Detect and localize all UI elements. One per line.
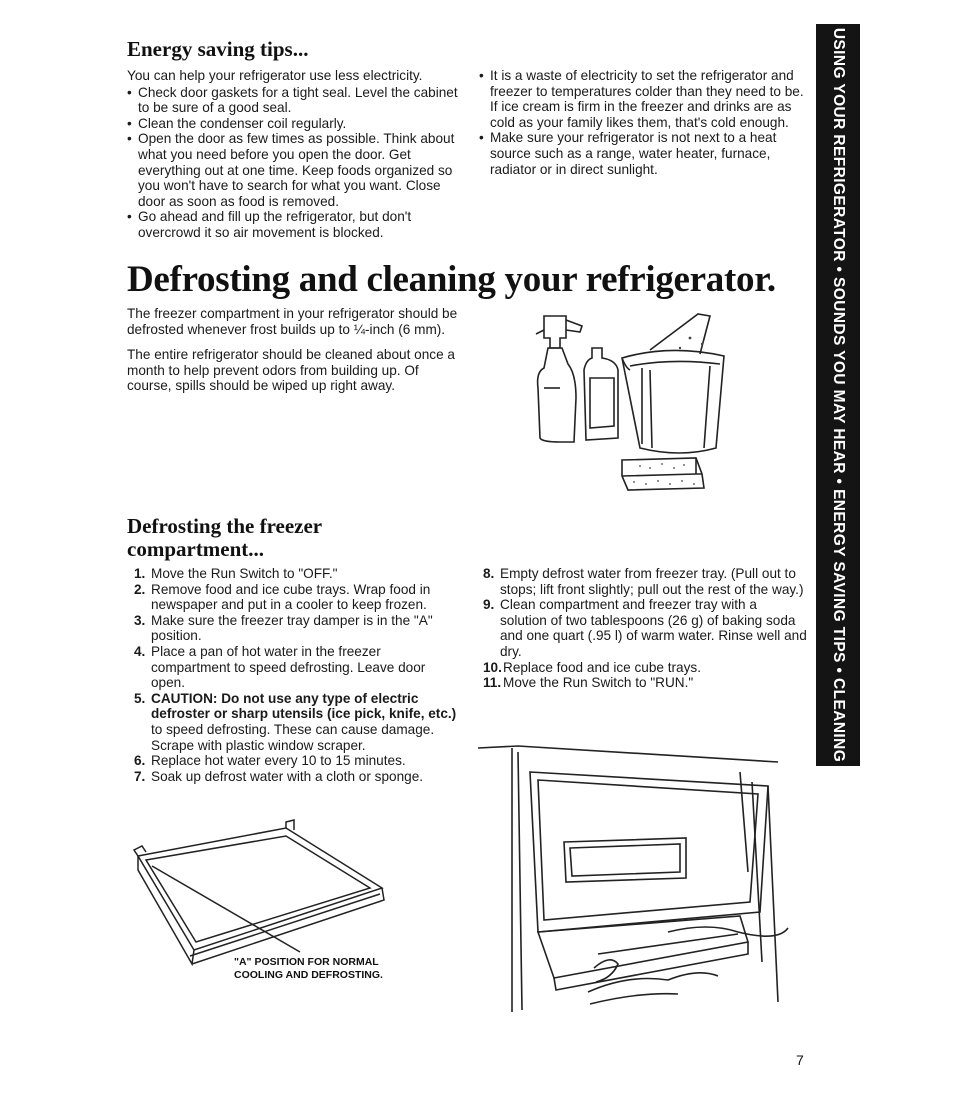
energy-tip-item: • Clean the condenser coil regularly. — [127, 116, 459, 132]
defrost-step — [134, 769, 458, 785]
tray-caption-line-2: COOLING AND DEFROSTING. — [234, 969, 383, 981]
energy-tip-item: • Open the door as few times as possible. Think about what you need before you open the door. Get everything out at one time. Keep foods organized so you won't have to search for what you want. Close door as soon as food is removed. — [127, 131, 459, 209]
defrost-step — [134, 566, 458, 582]
tray-caption — [234, 956, 383, 982]
energy-left-bullets — [127, 85, 459, 241]
energy-tip-item: • Check door gaskets for a tight seal. Level the cabinet to be sure of a good seal. — [127, 85, 459, 116]
step-text: Move the Run Switch to "OFF." — [151, 566, 338, 581]
defrost-step — [134, 753, 458, 769]
freezer-heading — [127, 515, 322, 561]
caution-label: CAUTION: Do not use any type of electric defroster or sharp utensils (ice pick, knife, etc.) — [151, 690, 457, 722]
step-number: 3. — [134, 612, 146, 628]
side-tab-text: USING YOUR REFRIGERATOR • SOUNDS YOU MAY HEAR • ENERGY SAVING TIPS • CLEANING — [830, 27, 847, 763]
energy-saving-heading: Energy saving tips... — [127, 37, 309, 61]
freezer-steps-left — [134, 566, 458, 784]
defrost-step — [483, 566, 807, 597]
freezer-steps-list-right — [483, 566, 807, 691]
step-text: Move the Run Switch to "RUN." — [503, 675, 694, 691]
step-text: Replace hot water every 10 to 15 minutes. — [151, 753, 406, 769]
freezer-compartment-illustration — [478, 742, 788, 1017]
cleaning-supplies-illustration — [530, 308, 730, 498]
energy-tip-item: • Go ahead and fill up the refrigerator, but don't overcrowd it so air movement is blocked. — [127, 209, 459, 240]
defrost-step — [134, 582, 458, 613]
defrost-step — [483, 660, 807, 676]
step-text: to speed defrosting. These can cause damage. Scrape with plastic window scraper. — [151, 721, 435, 753]
energy-tip-item: • Make sure your refrigerator is not next to a heat source such as a range, water heater, furnace, radiator or in direct sunlight. — [479, 130, 812, 177]
freezer-steps-right — [483, 566, 807, 691]
step-number: 9. — [483, 597, 495, 613]
defrost-step — [134, 691, 458, 753]
defrost-step — [483, 597, 807, 659]
step-number: 7. — [134, 768, 146, 784]
defrost-step — [134, 644, 458, 691]
step-text: Clean compartment and freezer tray with a solution of two tablespoons (26 g) of baking soda and one quart (.95 l) of warm water. Rinse well and dry. — [500, 597, 807, 659]
defrost-step — [483, 675, 807, 691]
step-number: 8. — [483, 566, 495, 581]
defrost-para-1: The freezer compartment in your refrigerator should be defrosted whenever frost builds up to ¼-inch (6 mm). — [127, 306, 458, 337]
page-title: Defrosting and cleaning your refrigerator. — [127, 259, 776, 300]
freezer-steps-list-left — [134, 566, 458, 784]
step-number: 10. — [483, 659, 502, 675]
step-text: Soak up defrost water with a cloth or sponge. — [151, 768, 424, 784]
step-number: 6. — [134, 753, 146, 769]
defrost-intro — [127, 306, 461, 395]
section-side-tab — [816, 24, 860, 766]
energy-right-column — [479, 68, 812, 177]
energy-left-column — [127, 68, 459, 241]
energy-right-bullets — [479, 68, 812, 177]
step-number: 4. — [134, 643, 146, 659]
step-text: Remove food and ice cube trays. Wrap food in newspaper and put in a cooler to keep frozen. — [151, 581, 431, 613]
step-text: Empty defrost water from freezer tray. (Pull out to stops; lift front slightly; pull out the rest of the way.) — [500, 566, 804, 597]
freezer-heading-line-2: compartment... — [127, 537, 265, 561]
freezer-tray-illustration — [130, 820, 400, 970]
step-number: 11. — [483, 675, 502, 691]
step-text: Replace food and ice cube trays. — [503, 659, 701, 675]
step-text: Make sure the freezer tray damper is in the "A" position. — [151, 612, 433, 644]
energy-tip-item: • It is a waste of electricity to set the refrigerator and freezer to temperatures colder than they need to be. If ice cream is firm in the freezer and drinks are as cold as your family likes them, that's cold enough. — [479, 68, 812, 130]
defrost-para-2: The entire refrigerator should be cleaned about once a month to help prevent odors from building up. Of course, spills should be wiped up right away. — [127, 347, 455, 394]
step-number: 1. — [134, 566, 146, 581]
energy-intro: You can help your refrigerator use less electricity. — [127, 68, 423, 83]
step-number: 2. — [134, 581, 146, 597]
step-number: 5. — [134, 690, 146, 706]
step-text: Place a pan of hot water in the freezer compartment to speed defrosting. Leave door open. — [151, 643, 426, 691]
page-number: 7 — [796, 1052, 804, 1068]
defrost-step — [134, 613, 458, 644]
tray-caption-line-1: "A" POSITION FOR NORMAL — [234, 956, 379, 968]
freezer-heading-line-1: Defrosting the freezer — [127, 514, 323, 538]
